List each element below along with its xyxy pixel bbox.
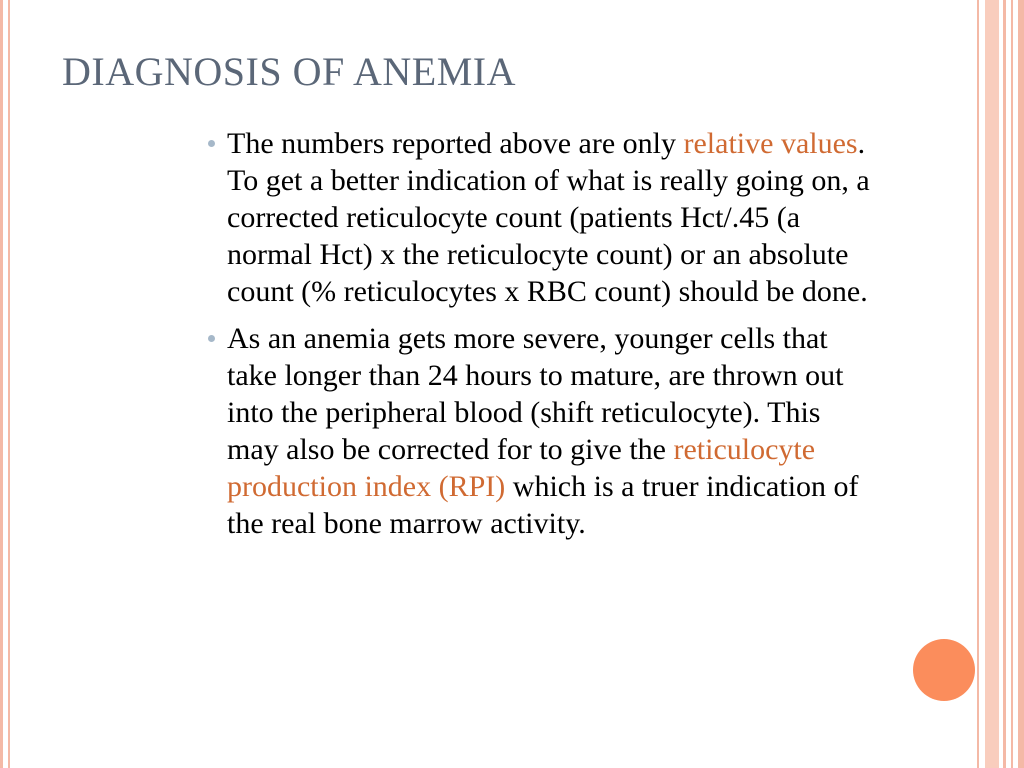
bullet-item-relative-values — [206, 125, 876, 310]
accent-circle — [913, 639, 975, 701]
bullet-text: As an anemia gets more severe, younger cells that take longer than 24 hours to mature, are thrown out into the peripheral blood (shift reticulocyte). This may also be corrected for to give the — [227, 322, 844, 466]
bullet-marker-icon — [208, 140, 215, 147]
highlight-relative-values: relative values — [683, 127, 858, 160]
bullet-marker-icon — [208, 335, 215, 342]
frame-border-right-4 — [1018, 0, 1024, 768]
bullet-item-rpi — [206, 320, 876, 542]
bullet-text: The numbers reported above are only — [227, 127, 684, 160]
bullet-list — [206, 125, 876, 552]
bullet-text: . To get a better indication of what is really going on, a corrected reticulocyte count (patients Hct/.45 (a normal Hct) x the reticulocyte count) or an absolute count (% reticulocytes x RBC count) should be done. — [227, 127, 870, 308]
frame-border-left-outer — [0, 0, 3, 768]
frame-border-right-band — [985, 0, 999, 768]
slide-title: DIAGNOSIS OF ANEMIA — [62, 49, 516, 94]
frame-border-right-3 — [1011, 0, 1013, 768]
bullet-text: which is a truer indication of the real bone marrow activity. — [227, 470, 859, 540]
frame-border-right-2 — [1003, 0, 1006, 768]
frame-border-right-1 — [977, 0, 979, 768]
frame-border-left-inner — [8, 0, 10, 768]
highlight-rpi: reticulocyte production index (RPI) — [227, 433, 816, 503]
